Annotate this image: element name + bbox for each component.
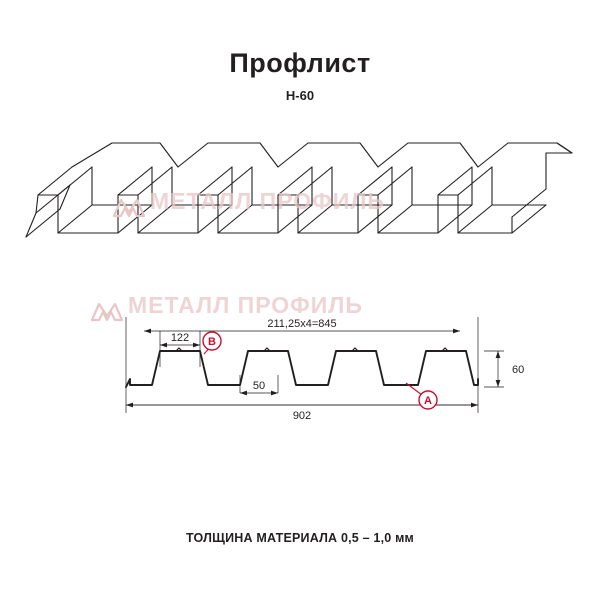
dimension-pitch: 211,25х4=845 [267,318,337,330]
section-drawing [100,305,530,440]
dimension-flange-top: 122 [170,332,190,344]
material-thickness-note: ТОЛЩИНА МАТЕРИАЛА 0,5 – 1,0 мм [186,531,414,545]
watermark-bottom: МЕТАЛЛ ПРОФИЛЬ [128,292,363,318]
watermark-top: МЕТАЛЛ ПРОФИЛЬ [150,188,385,214]
dimension-flange-bottom: 50 [252,380,266,392]
marker-b-label: B [208,336,216,348]
product-code: Н-60 [285,88,315,103]
page-title: Профлист [229,48,371,78]
dimension-height: 60 [512,364,525,376]
isometric-view [12,125,588,275]
marker-a-label: A [424,395,432,407]
dimension-overall-width: 902 [292,410,312,422]
